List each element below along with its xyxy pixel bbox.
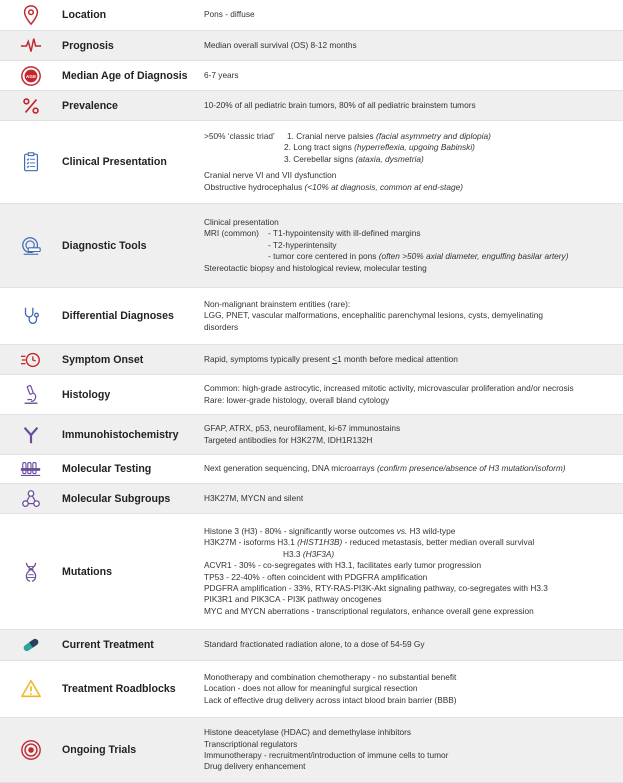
age-badge-icon — [0, 61, 62, 90]
detail-line — [204, 154, 617, 165]
detail-line — [204, 299, 617, 310]
detail-line — [204, 583, 617, 594]
detail-text: Stereotactic biopsy and histological review, molecular testing — [204, 262, 427, 273]
detail-text: Pons - diffuse — [204, 9, 255, 20]
detail-line — [204, 435, 617, 446]
stethoscope-icon — [0, 288, 62, 344]
detail-line — [204, 683, 617, 694]
row-details — [204, 31, 623, 60]
row-details — [204, 288, 623, 344]
row-label: Immunohistochemistry — [62, 428, 179, 441]
microscope-icon — [0, 375, 62, 414]
microscope-icon-graphic — [20, 384, 42, 406]
detail-line — [204, 463, 617, 474]
row-label: Diagnostic Tools — [62, 239, 147, 252]
detail-text: Clinical presentation — [204, 216, 279, 227]
row-label: Current Treatment — [62, 639, 154, 651]
detail-text: 6-7 years — [204, 69, 239, 80]
underlined-symbol: < — [332, 353, 338, 364]
stethoscope-icon-graphic — [20, 305, 42, 327]
detail-line — [204, 70, 617, 81]
percent-icon — [0, 91, 62, 120]
row-label: Molecular Subgroups — [62, 492, 171, 505]
detail-text: LGG, PNET, vascular malformations, encephalitic parenchymal lesions, cysts, demyelinating — [204, 310, 543, 321]
detail-italic: (often >50% axial diameter, engulfing basilar artery) — [378, 251, 569, 262]
detail-line — [204, 383, 617, 394]
detail-line — [204, 9, 617, 20]
detail-line — [204, 493, 617, 504]
detail-line — [204, 217, 617, 228]
row-details — [204, 204, 623, 287]
detail-line — [204, 100, 617, 111]
detail-line — [204, 240, 617, 251]
detail-text: ACVR1 - 30% - co-segregates with H3.1, facilitates early tumor progression — [204, 560, 482, 571]
detail-text: 10-20% of all pediatric brain tumors, 80% of all pediatric brainstem tumors — [204, 99, 476, 110]
detail-text: PDGFRA amplification - 33%, RTY-RAS-PI3K-Akt signaling pathway, co-segregates with H3.3 — [204, 582, 548, 593]
detail-line — [204, 695, 617, 706]
row-details — [204, 718, 623, 782]
detail-text: Median overall survival (OS) 8-12 months — [204, 39, 357, 50]
detail-text: Transcriptional regulators — [204, 738, 298, 749]
detail-line — [204, 537, 617, 548]
detail-line — [204, 40, 617, 51]
table-row-differential — [0, 288, 623, 345]
table-row-molecular_testing — [0, 455, 623, 484]
detail-line — [204, 594, 617, 605]
detail-line — [204, 549, 617, 560]
detail-text: Obstructive hydrocephalus — [204, 181, 305, 192]
detail-italic: (<10% at diagnosis, common at end-stage) — [304, 181, 463, 192]
detail-line — [204, 423, 617, 434]
detail-italic: vs. — [396, 525, 408, 536]
row-details — [204, 415, 623, 454]
detail-text: Monotherapy and combination chemotherapy - no substantial benefit — [204, 671, 457, 682]
detail-line — [204, 310, 617, 321]
detail-text: Histone deacetylase (HDAC) and demethylase inhibitors — [204, 727, 412, 738]
detail-text-tail: - reduced metastasis, better median overall survival — [342, 537, 535, 548]
row-label: Mutations — [62, 565, 113, 578]
detail-subtext-italic: (facial asymmetry and diplopia) — [376, 130, 491, 141]
table-row-clinical — [0, 121, 623, 204]
capsule-icon-graphic — [20, 634, 42, 656]
row-label: Clinical Presentation — [62, 156, 167, 168]
detail-text: - tumor core centered in pons — [268, 251, 379, 262]
detail-line — [204, 354, 617, 365]
row-details — [204, 484, 623, 513]
detail-text: H3K27M - isoforms H3.1 — [204, 537, 298, 548]
detail-text: Cranial nerve VI and VII dysfunction — [204, 170, 337, 181]
detail-text: - T2-hyperintensity — [268, 239, 337, 250]
row-details — [204, 61, 623, 90]
row-details — [204, 91, 623, 120]
table-row-mutations — [0, 514, 623, 630]
detail-text: Drug delivery enhancement — [204, 761, 306, 772]
detail-line — [204, 606, 617, 617]
target-icon — [0, 718, 62, 782]
row-label: Location — [62, 9, 107, 21]
detail-line — [204, 170, 617, 181]
detail-text: GFAP, ATRX, p53, neurofilament, ki-67 immunostains — [204, 423, 401, 434]
warning-icon-graphic — [20, 678, 42, 700]
detail-text: Targeted antibodies for H3K27M, IDH1R132H — [204, 434, 373, 445]
detail-line — [204, 672, 617, 683]
detail-text-tail: 1 month before medical attention — [337, 353, 458, 364]
test-tubes-icon-graphic — [20, 458, 42, 480]
detail-italic: (ataxia, dysmetria) — [355, 153, 424, 164]
table-row-prevalence — [0, 91, 623, 121]
table-row-subgroups — [0, 484, 623, 514]
detail-line — [204, 761, 617, 772]
table-row-roadblocks — [0, 661, 623, 718]
table-row-treatment — [0, 630, 623, 661]
detail-text: PIK3R1 and PIK3CA - PI3K pathway oncogenes — [204, 594, 382, 605]
detail-line — [204, 142, 617, 153]
detail-text: >50% ‘classic triad’ — [204, 130, 275, 141]
row-details — [204, 0, 623, 30]
heartbeat-icon — [0, 31, 62, 60]
map-pin-icon-graphic — [20, 4, 42, 26]
row-label: Median Age of Diagnosis — [62, 69, 188, 82]
table-row-trials — [0, 718, 623, 783]
detail-text: Histone 3 (H3) - 80% - significantly worse outcomes — [204, 525, 397, 536]
detail-text: disorders — [204, 321, 239, 332]
target-icon-graphic — [20, 739, 42, 761]
detail-text: Next generation sequencing, DNA microarrays — [204, 463, 377, 474]
speed-clock-icon-graphic — [20, 349, 42, 371]
detail-text: H3.3 — [283, 548, 303, 559]
detail-text: 3. Cerebellar signs — [284, 153, 356, 164]
detail-line — [204, 251, 617, 262]
row-label: Molecular Testing — [62, 463, 152, 475]
detail-line — [204, 572, 617, 583]
detail-text: TP53 - 22-40% - often coincident with PDGFRA amplification — [204, 571, 428, 582]
detail-line — [204, 263, 617, 274]
table-row-ihc — [0, 415, 623, 455]
molecule-icon-graphic — [20, 488, 42, 510]
detail-line — [204, 131, 617, 142]
table-row-histology — [0, 375, 623, 415]
detail-text: MYC and MYCN aberrations - transcriptional regulators, enhance overall gene expression — [204, 605, 534, 616]
antibody-icon-graphic — [20, 424, 42, 446]
clipboard-checklist-icon — [0, 121, 62, 203]
age-icon-label: AGE — [25, 74, 37, 80]
speed-clock-icon — [0, 345, 62, 374]
detail-line — [204, 182, 617, 193]
row-details — [204, 345, 623, 374]
capsule-icon — [0, 630, 62, 660]
detail-text: Rare: lower-grade histology, overall bland cytology — [204, 394, 390, 405]
row-details — [204, 455, 623, 483]
detail-line — [204, 560, 617, 571]
row-label: Prognosis — [62, 39, 114, 52]
map-pin-icon — [0, 0, 62, 30]
detail-line — [204, 526, 617, 537]
row-label: Histology — [62, 388, 111, 401]
row-details — [204, 121, 623, 203]
row-label: Symptom Onset — [62, 353, 144, 366]
dna-icon — [0, 514, 62, 629]
table-row-location — [0, 0, 623, 31]
detail-italic: (H3F3A) — [302, 548, 335, 559]
row-details — [204, 375, 623, 414]
table-row-prognosis — [0, 31, 623, 61]
detail-text: MRI (common) — [204, 228, 259, 239]
mri-scanner-icon — [0, 204, 62, 287]
detail-line — [204, 639, 617, 650]
detail-line — [204, 322, 617, 333]
detail-line — [204, 228, 617, 239]
detail-subtext: - T1-hypointensity with ill-defined margins — [268, 228, 421, 239]
test-tubes-icon — [0, 455, 62, 483]
detail-text: 2. Long tract signs — [284, 142, 355, 153]
detail-italic: (confirm presence/absence of H3 mutation/isoform) — [376, 463, 566, 474]
row-label: Prevalence — [62, 99, 118, 112]
detail-text: Rapid, symptoms typically present — [204, 353, 333, 364]
age-badge-icon-graphic — [20, 65, 42, 87]
detail-subtext: 1. Cranial nerve palsies — [287, 130, 377, 141]
detail-text: H3K27M, MYCN and silent — [204, 492, 304, 503]
mri-scanner-icon-graphic — [20, 235, 42, 257]
detail-line — [204, 750, 617, 761]
row-label: Differential Diagnoses — [62, 310, 174, 322]
molecule-icon — [0, 484, 62, 513]
table-row-diagnostic — [0, 204, 623, 288]
detail-line — [204, 739, 617, 750]
detail-line — [204, 395, 617, 406]
clipboard-checklist-icon-graphic — [20, 151, 42, 173]
row-label: Treatment Roadblocks — [62, 683, 176, 695]
warning-icon — [0, 661, 62, 717]
row-label: Ongoing Trials — [62, 744, 137, 756]
table-row-age — [0, 61, 623, 91]
heartbeat-icon-graphic — [20, 35, 42, 57]
detail-text: Non-malignant brainstem entities (rare): — [204, 298, 351, 309]
detail-text: Lack of effective drug delivery across intact blood brain barrier (BBB) — [204, 694, 457, 705]
row-details — [204, 661, 623, 717]
row-details — [204, 514, 623, 629]
detail-text-tail: H3 wild-type — [407, 525, 456, 536]
detail-line — [204, 727, 617, 738]
detail-text: Location - does not allow for meaningful surgical resection — [204, 683, 418, 694]
row-details — [204, 630, 623, 660]
table-row-onset — [0, 345, 623, 375]
detail-italic: (hyperreflexia, upgoing Babinski) — [354, 142, 475, 153]
detail-italic: (HIST1H3B) — [297, 537, 343, 548]
dna-icon-graphic — [20, 561, 42, 583]
detail-text: Common: high-grade astrocytic, increased mitotic activity, microvascular proliferation and/or necrosis — [204, 383, 574, 394]
detail-text: Standard fractionated radiation alone, to a dose of 54-59 Gy — [204, 639, 425, 650]
detail-text: Immunotherapy - recruitment/introduction of immune cells to tumor — [204, 750, 449, 760]
antibody-icon — [0, 415, 62, 454]
percent-icon-graphic — [20, 95, 42, 117]
